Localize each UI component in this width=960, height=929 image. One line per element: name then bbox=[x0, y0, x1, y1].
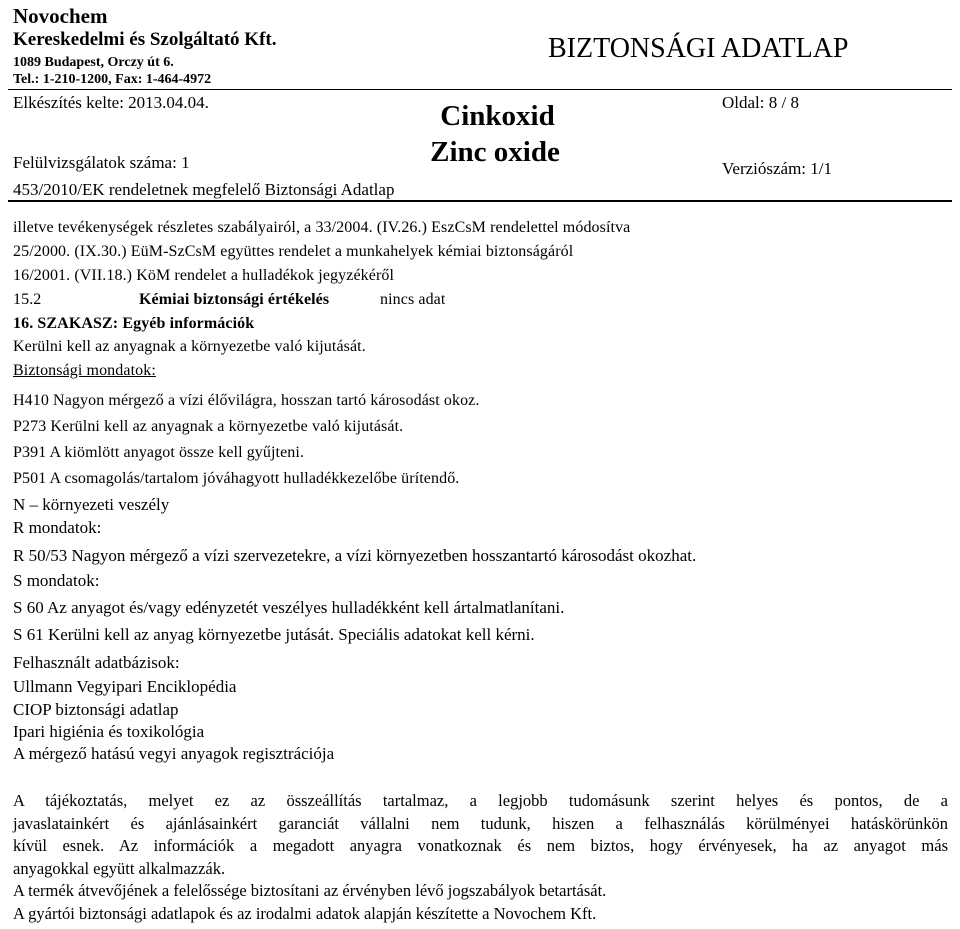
r-statement-50-53: R 50/53 Nagyon mérgező a vízi szervezetekre, a vízi környezetben hosszantartó károsodást okozhat. bbox=[13, 546, 697, 565]
precaution-p501: P501 A csomagolás/tartalom jóváhagyott hulladékkezelőbe ürítendő. bbox=[13, 470, 460, 487]
s-statement-60: S 60 Az anyagot és/vagy edényzetét veszélyes hulladékként kell ártalmatlanítani. bbox=[13, 598, 565, 617]
company-address: 1089 Budapest, Orczy út 6. bbox=[13, 55, 174, 70]
header-divider-bottom bbox=[8, 200, 952, 202]
regulation-line-1: illetve tevékenységek részletes szabályairól, a 33/2004. (IV.26.) EszCsM rendelettel módosítva bbox=[13, 219, 631, 236]
disclaimer-line: A tájékoztatás, melyet ez az összeállítás tartalmaz, a legjobb tudomásunk szerint helyes és pontos, de a bbox=[13, 791, 948, 810]
company-name: Novochem bbox=[13, 4, 108, 28]
header-divider-top bbox=[8, 89, 952, 90]
database-item: A mérgező hatású vegyi anyagok regisztrációja bbox=[13, 744, 335, 763]
safety-statements-label: Biztonsági mondatok: bbox=[13, 362, 156, 379]
section-16-heading: 16. SZAKASZ: Egyéb információk bbox=[13, 315, 255, 332]
disclaimer-line: anyagokkal együtt alkalmazzák. bbox=[13, 858, 226, 878]
s-statements-label: S mondatok: bbox=[13, 571, 100, 590]
company-phone-fax: Tel.: 1-210-1200, Fax: 1-464-4972 bbox=[13, 72, 212, 87]
version-number: Verziószám: 1/1 bbox=[722, 159, 832, 178]
hazard-statement-h410: H410 Nagyon mérgező a vízi élővilágra, hosszan tartó károsodást okoz. bbox=[13, 392, 480, 409]
author-note: A gyártói biztonsági adatlapok és az irodalmi adatok alapján készítette a Novochem Kft. bbox=[13, 903, 597, 923]
section-15-2-value: nincs adat bbox=[380, 291, 446, 308]
database-item: Ipari higiénia és toxikológia bbox=[13, 722, 205, 741]
database-item: CIOP biztonsági adatlap bbox=[13, 700, 179, 719]
database-item: Ullmann Vegyipari Enciklopédia bbox=[13, 677, 237, 696]
disclaimer-line: kívül esnek. Az információk a megadott anyagra vonatkoznak és nem biztos, hogy érvényesek, ha az anyagot más bbox=[13, 836, 948, 855]
document-title: BIZTONSÁGI ADATLAP bbox=[548, 33, 849, 64]
section-15-2-title: Kémiai biztonsági értékelés bbox=[139, 291, 330, 308]
responsibility-note: A termék átvevőjének a felelőssége biztosítani az érvényben lévő jogszabályok betartását. bbox=[13, 881, 607, 900]
prepared-date: Elkészítés kelte: 2013.04.04. bbox=[13, 93, 209, 112]
databases-label: Felhasznált adatbázisok: bbox=[13, 653, 180, 672]
avoid-release-text: Kerülni kell az anyagnak a környezetbe való kijutását. bbox=[13, 338, 366, 355]
product-name-english: Zinc oxide bbox=[430, 136, 560, 168]
disclaimer-paragraph bbox=[13, 790, 948, 925]
section-15-2-number: 15.2 bbox=[13, 291, 42, 308]
disclaimer-line: javaslatainkért és ajánlásainkért garanciát vállalni nem tudunk, hiszen a felhasználás körülményei hatáskörünkön bbox=[13, 813, 948, 833]
page-number: Oldal: 8 / 8 bbox=[722, 93, 799, 112]
s-statement-61: S 61 Kerülni kell az anyag környezetbe jutását. Speciális adatokat kell kérni. bbox=[13, 625, 535, 644]
revision-count: Felülvizsgálatok száma: 1 bbox=[13, 153, 190, 172]
product-name: Cinkoxid bbox=[440, 100, 555, 132]
regulation-line-3: 16/2001. (VII.18.) KöM rendelet a hulladékok jegyzékéről bbox=[13, 267, 395, 284]
n-hazard-label: N – környezeti veszély bbox=[13, 495, 170, 514]
precaution-p391: P391 A kiömlött anyagot össze kell gyűjteni. bbox=[13, 444, 305, 461]
company-full-name: Kereskedelmi és Szolgáltató Kft. bbox=[13, 29, 277, 50]
regulation-line-2: 25/2000. (IX.30.) EüM-SzCsM együttes rendelet a munkahelyek kémiai biztonságáról bbox=[13, 243, 574, 260]
r-statements-label: R mondatok: bbox=[13, 518, 102, 537]
regulation-note: 453/2010/EK rendeletnek megfelelő Biztonsági Adatlap bbox=[13, 180, 395, 199]
precaution-p273: P273 Kerülni kell az anyagnak a környezetbe való kijutását. bbox=[13, 418, 404, 435]
